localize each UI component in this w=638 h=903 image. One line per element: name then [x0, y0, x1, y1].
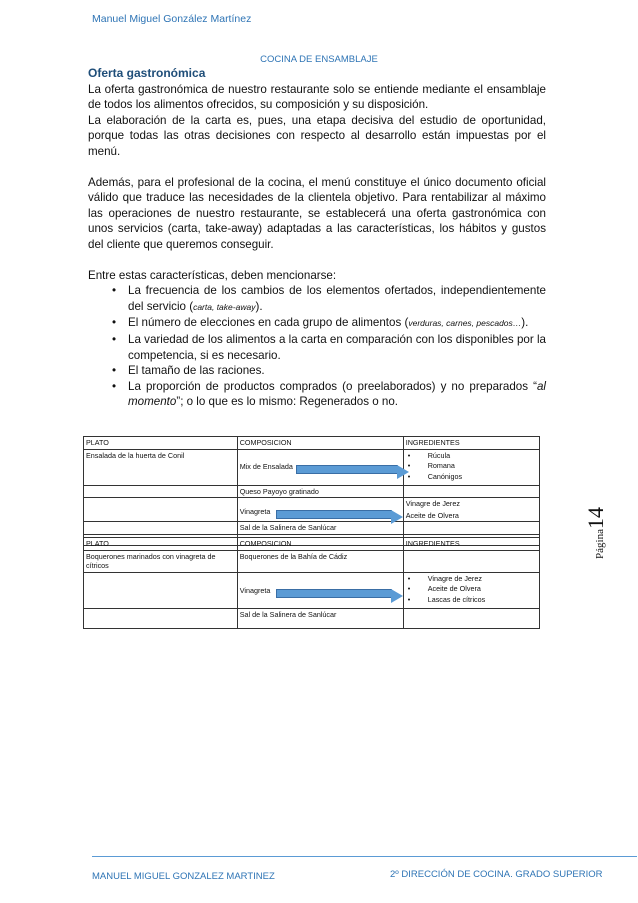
list-item: • La proporción de productos comprados (o preelaborados) y no preparados “al momento”; o lo que es lo mismo: Regenerados o no.: [112, 379, 546, 409]
page-word: Página: [593, 529, 606, 559]
page-num: 14: [582, 507, 608, 530]
composition-label: Vinagreta: [239, 507, 271, 516]
col-header-plato: PLATO: [84, 538, 238, 551]
ingredients-cell: [403, 498, 539, 522]
composition-label: Mix de Ensalada: [239, 461, 293, 471]
paragraph-3: Además, para el profesional de la cocina, el menú constituye el único documento oficial válido que traduce las necesidades de la clientela objetivo. Para rentabilizar al máximo las operaciones de nuestro restaurante, se establecerá una oferta gastronómica con unos servicios (carta, take-away) adaptadas a las características, los hábitos y gustos del cliente que queremos conseguir.: [88, 175, 546, 251]
col-header-plato: PLATO: [84, 437, 238, 450]
composition-label: Vinagreta: [239, 585, 271, 595]
arrow-icon: [296, 465, 398, 474]
ingredients-cell: [403, 572, 539, 608]
section-title: COCINA DE ENSAMBLAJE: [260, 54, 378, 65]
ingredient-item: Vinagre de Jerez: [405, 499, 460, 508]
page-number: [580, 490, 620, 580]
ingredient-item: • Romana: [406, 461, 537, 472]
col-header-ingredientes: INGREDIENTES: [403, 538, 539, 551]
ingredient-item: • Rúcula: [406, 451, 537, 462]
ingredient-item: • Vinagre de Jerez: [406, 574, 537, 585]
dish-name: Ensalada de la huerta de Conil: [84, 449, 238, 485]
dish-table-1: [83, 436, 540, 546]
arrow-icon: [276, 510, 392, 519]
composition-label: Boquerones de la Bahía de Cádiz: [237, 550, 403, 572]
footer-divider: [92, 856, 637, 857]
list-item: • La variedad de los alimentos a la carta en comparación con los disponibles por la competencia, si es necesario.: [112, 332, 546, 362]
paragraph-1: La oferta gastronómica de nuestro restaurante solo se entiende mediante el ensamblaje de todos los alimentos ofrecidos, su composición y su disposición.: [88, 82, 546, 112]
col-header-composicion: COMPOSICION: [237, 538, 403, 551]
paragraph-4: Entre estas características, deben mencionarse:: [88, 268, 337, 282]
list-item: • El número de elecciones en cada grupo de alimentos (verduras, carnes, pescados…).: [112, 316, 529, 330]
composition-cell: [237, 572, 403, 608]
composition-label: Sal de la Salinera de Sanlúcar: [237, 522, 403, 535]
body-content: [88, 66, 546, 410]
composition-cell: [237, 498, 403, 522]
dish-table-2: [83, 537, 540, 629]
ingredient-item: • Canónigos: [406, 472, 537, 483]
composition-cell: [237, 449, 403, 485]
heading: Oferta gastronómica: [88, 66, 206, 80]
header-author: Manuel Miguel González Martínez: [92, 13, 252, 25]
ingredient-item: • Lascas de cítricos: [406, 595, 537, 606]
paragraph-2: La elaboración de la carta es, pues, una etapa decisiva del estudio de oportunidad, porque todas las otras decisiones con respecto al desarrollo están impuestas por el menú.: [88, 113, 546, 158]
ingredient-item: • Aceite de Olvera: [406, 584, 537, 595]
ingredients-cell: [403, 449, 539, 485]
col-header-composicion: COMPOSICION: [237, 437, 403, 450]
list-item: • La frecuencia de los cambios de los elementos ofertados, independientemente del servicio (carta, take-away).: [112, 284, 546, 313]
footer-author: MANUEL MIGUEL GONZALEZ MARTINEZ: [92, 871, 275, 882]
ingredient-item: Aceite de Olvera: [405, 510, 459, 520]
arrow-icon: [276, 589, 392, 598]
list-item: • El tamaño de las raciones.: [112, 364, 265, 378]
dish-name: Boquerones marinados con vinagreta de cítricos: [84, 550, 238, 572]
characteristics-list: [88, 283, 546, 410]
col-header-ingredientes: INGREDIENTES: [403, 437, 539, 450]
composition-label: Sal de la Salinera de Sanlúcar: [237, 608, 403, 628]
composition-label: Queso Payoyo gratinado: [237, 485, 403, 498]
footer-course: 2º DIRECCIÓN DE COCINA. GRADO SUPERIOR: [390, 869, 603, 880]
